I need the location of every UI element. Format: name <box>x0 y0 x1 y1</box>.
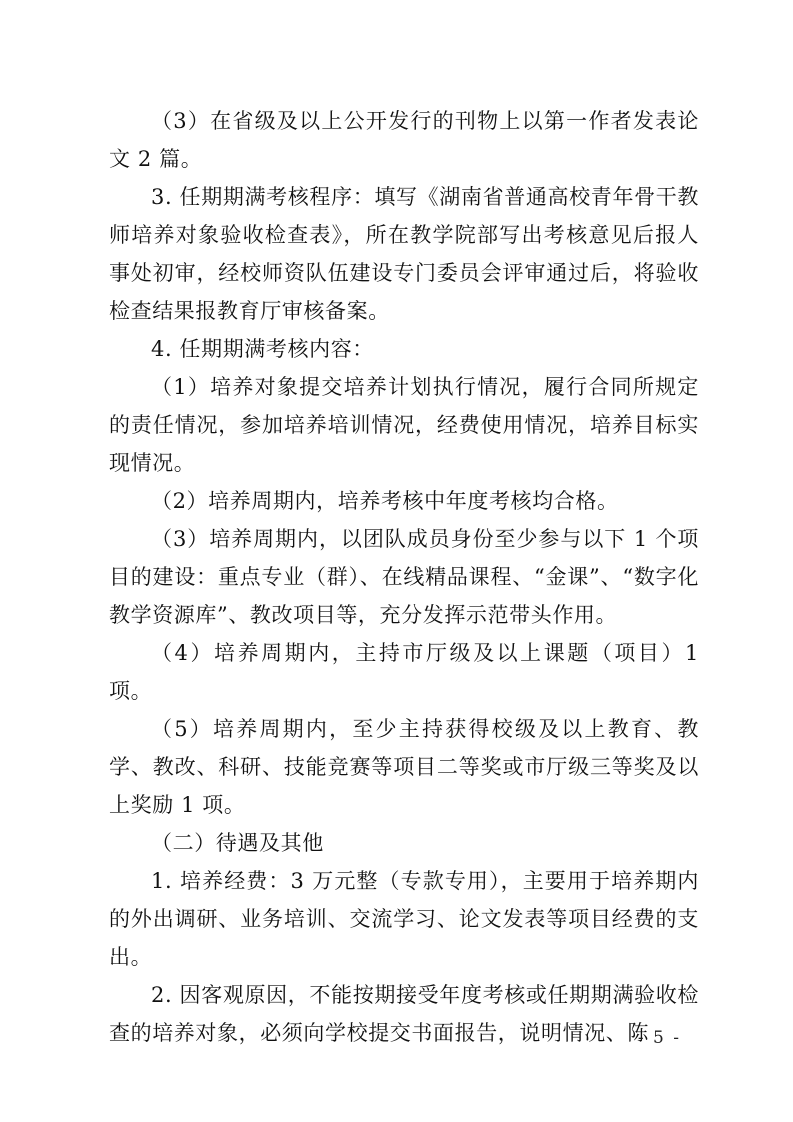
paragraph-annual-assessment: （2）培养周期内，培养考核中年度考核均合格。 <box>151 489 619 513</box>
paragraph-plan-execution: （1）培养对象提交培养计划执行情况，履行合同所规定的责任情况，参加培养培训情况，经费使用情况，培养目标实现情况。 <box>109 375 699 475</box>
section-heading-benefits: （二）待遇及其他 <box>151 831 324 855</box>
paragraph-review-procedure: 3. 任期期满考核程序：填写《湖南省普通高校青年骨干教师培养对象验收检查表》，所在教学院部写出考核意见后报人事处初审，经校师资队伍建设专门委员会评审通过后，将验收检查结果报教育厅审核备案。 <box>109 185 699 323</box>
paragraph-research-project: （4）培养周期内，主持市厅级及以上课题（项目）1 项。 <box>109 641 699 703</box>
paragraph-review-content-heading: 4. 任期期满考核内容： <box>151 337 374 361</box>
paragraph-team-project: （3）培养周期内，以团队成员身份至少参与以下 1 个项目的建设：重点专业（群）、在线精品课程、“金课”、“数字化教学资源库”、教改项目等，充分发挥示范带头作用。 <box>109 527 699 627</box>
paragraph-paper-requirement: （3）在省级及以上公开发行的刊物上以第一作者发表论文 2 篇。 <box>109 109 699 171</box>
paragraph-funding: 1. 培养经费：3 万元整（专款专用），主要用于培养期内的外出调研、业务培训、交流学习、论文发表等项目经费的支出。 <box>109 869 699 969</box>
paragraph-award: （5）培养周期内，至少主持获得校级及以上教育、教学、教改、科研、技能竞赛等项目二等奖或市厅级三等奖及以上奖励 1 项。 <box>109 717 699 817</box>
paragraph-delayed-assessment: 2. 因客观原因，不能按期接受年度考核或任期期满验收检查的培养对象，必须向学校提交书面报告，说明情况、陈 <box>109 983 699 1045</box>
body-text <box>109 102 699 1052</box>
page-number: - 5 - <box>637 1028 681 1048</box>
